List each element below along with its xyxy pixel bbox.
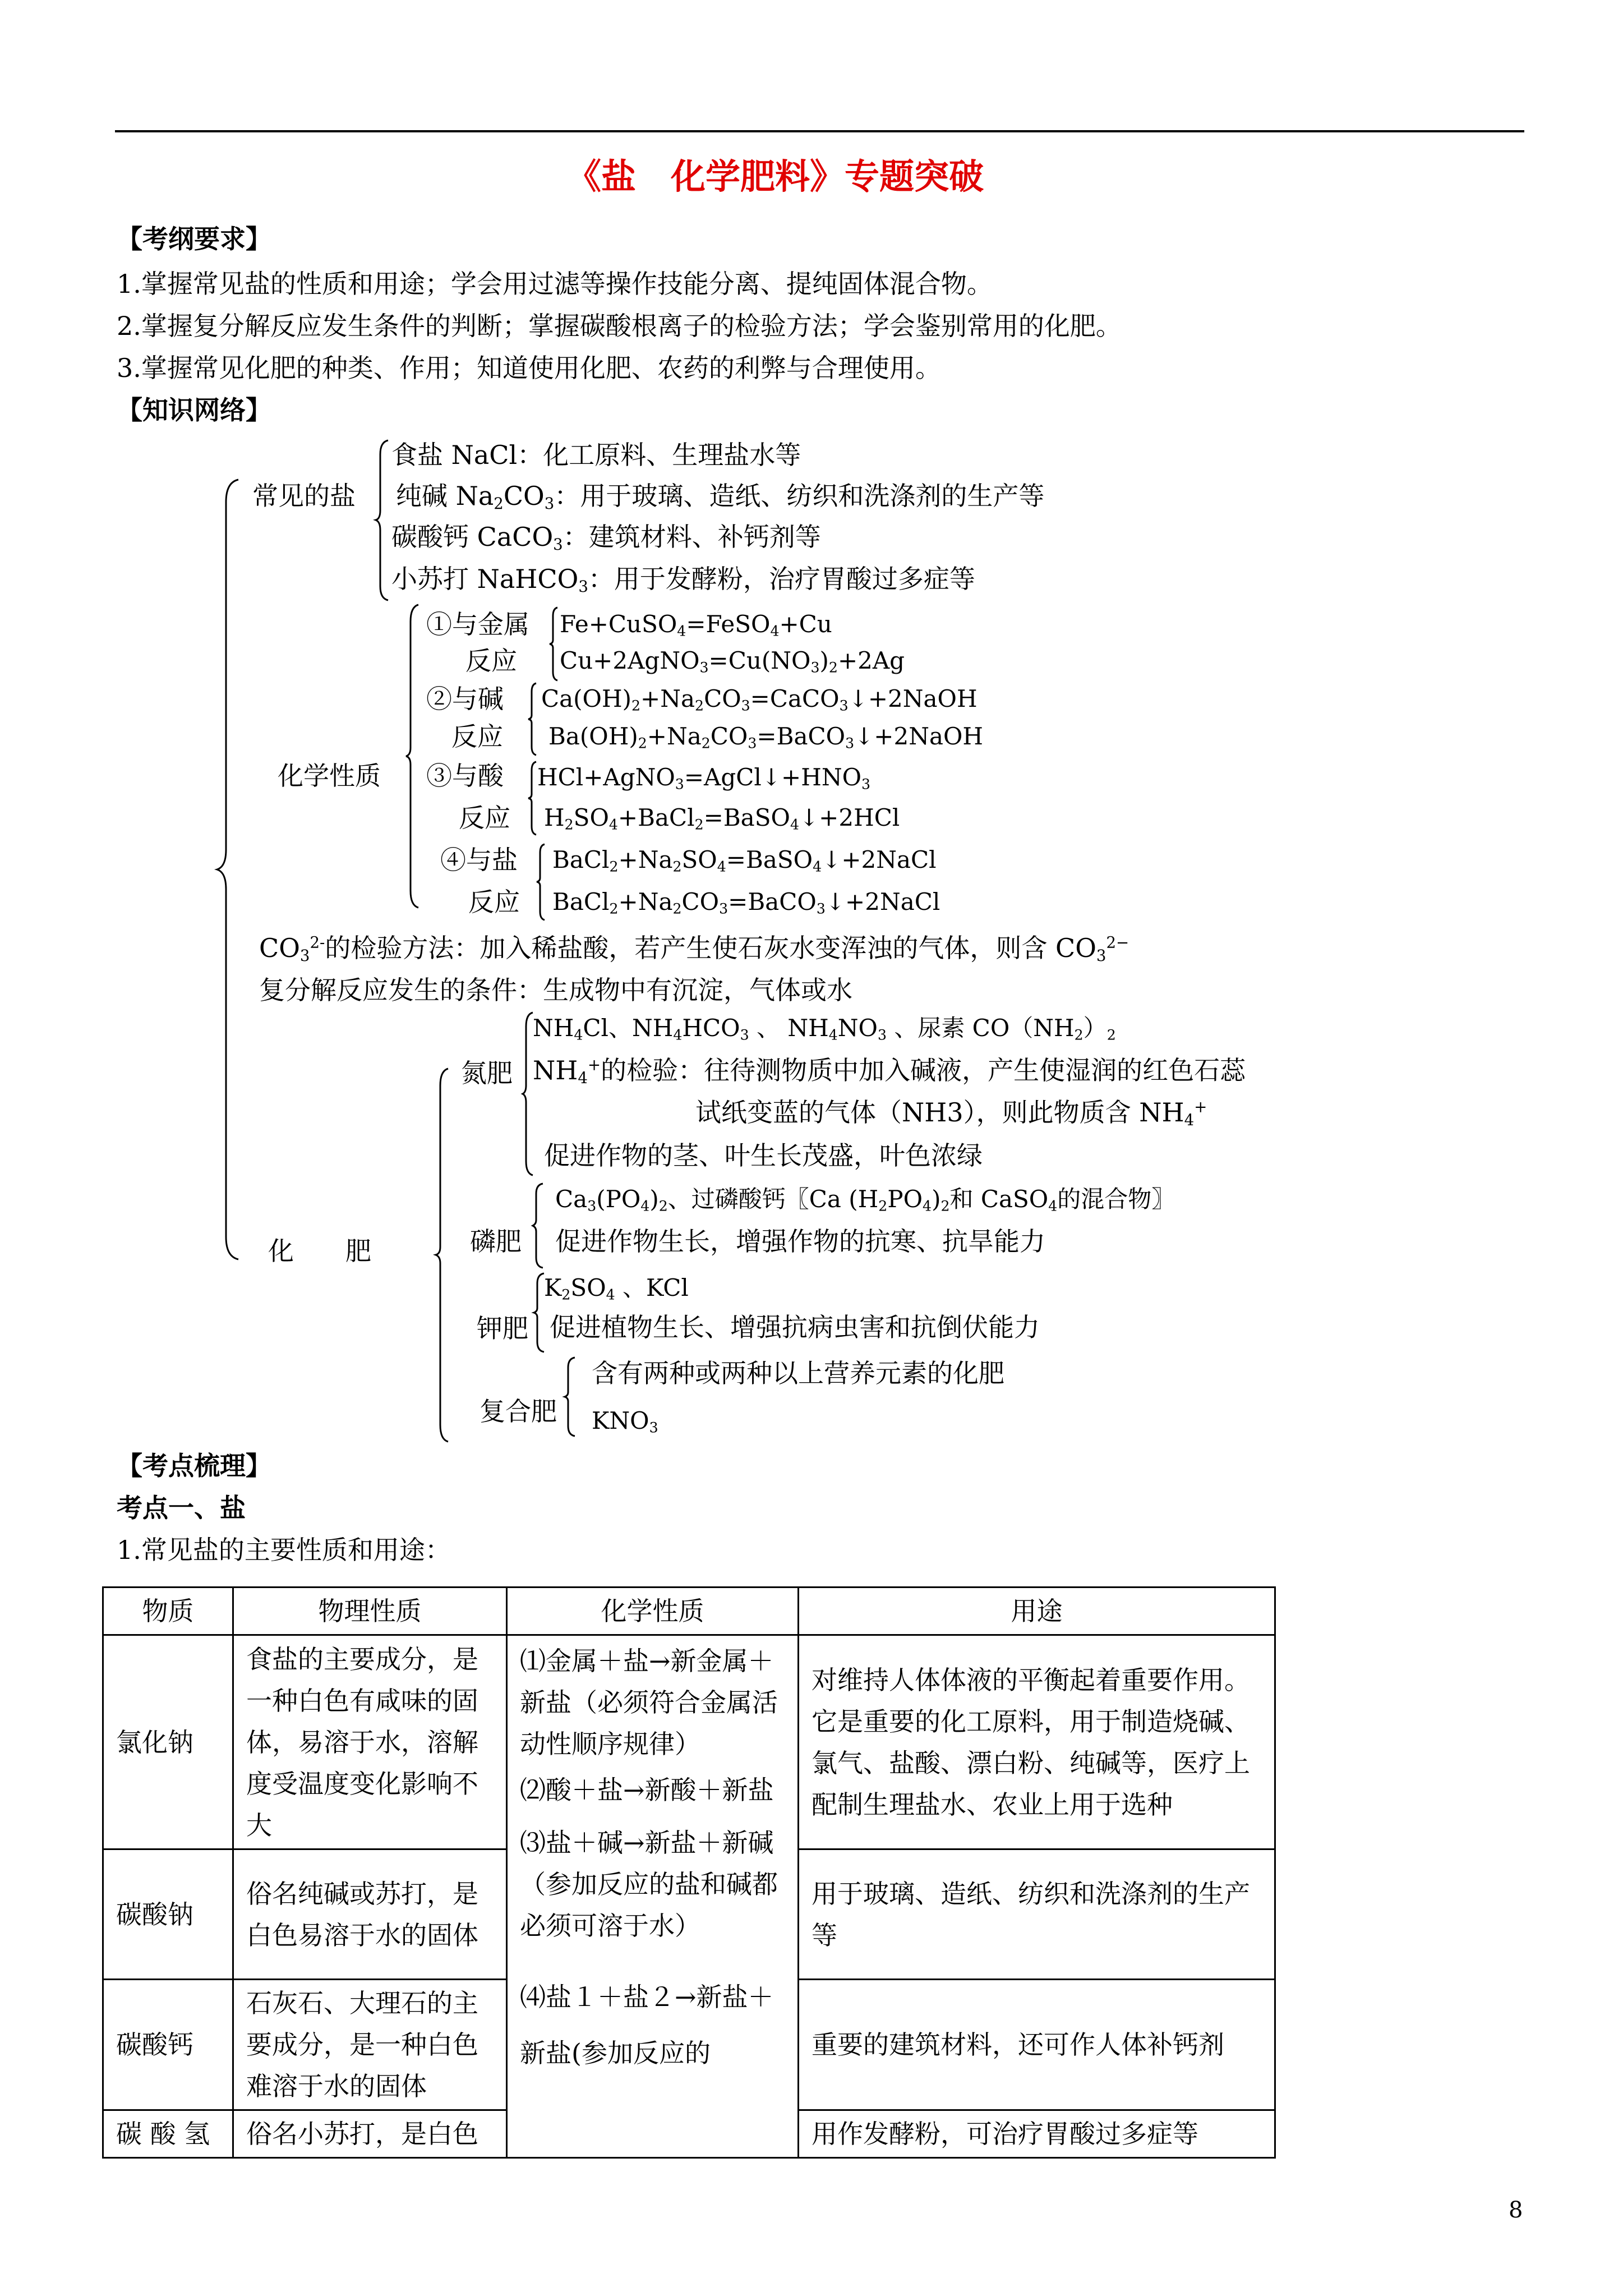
salt-caco3-use: ：建筑材料、补钙剂等 [562,522,821,552]
page-number: 8 [1509,2197,1523,2223]
cell-substance: 碳 酸 氢 [103,2110,233,2158]
cell-use: 对维持人体体液的平衡起着重要作用。它是重要的化工原料，用于制造烧碱、氯气、盐酸、漂白粉、纯碱等，医疗上配制生理盐水、农业上用于选种 [799,1635,1275,1849]
page-title: 《盐 化学肥料》专题突破 [566,156,984,197]
r3-eq1: $HCl+AgNO_3=AgCl↓+HNO_3$ [537,763,871,793]
table-header-row [103,1588,1275,1635]
salt-soda-name: 纯碱 Na [396,481,494,511]
salt-nacl-use: ：化工原料、生理盐水等 [517,440,801,470]
kaodian-heading: 【考点梳理】 [117,1451,271,1481]
r3-eq2: $H_2SO_4+BaCl_2=BaSO_4↓+2HCl$ [544,804,900,833]
salt-soda-use: ：用于玻璃、造纸、纺织和洗涤剂的生产等 [554,481,1045,511]
salt-caco3: 碳酸钙 CaCO$_3$：建筑材料、补钙剂等 [391,522,821,554]
r4-eq2: $BaCl_2+Na_2CO_3=BaCO_3↓+2NaCl$ [552,888,940,917]
k-label: 钾肥 [477,1313,528,1343]
kaogang-item: 3.掌握常见化肥的种类、作用；知道使用化肥、农药的利弊与合理使用。 [117,353,941,383]
r3-brace [527,762,538,835]
cell-substance: 碳酸钙 [103,1980,233,2110]
r2-label-b: 反应 [451,721,503,752]
n-test-a-text: 的检验：往待测物质中加入碱液，产生使湿润的红色石蕊 [601,1055,1246,1085]
r4-label-a: ④与盐 [440,845,518,875]
chem-label: 化学性质 [278,761,381,791]
header-rule [115,130,1524,132]
p-use: 促进作物生长，增强作物的抗寒、抗旱能力 [555,1226,1045,1257]
r1-brace [548,608,560,680]
outer-brace [216,480,244,1259]
chem-brace [405,605,422,908]
n-use: 促进作物的茎、叶生长茂盛，叶色浓绿 [544,1140,983,1171]
salt-nahco3-use: ：用于发酵粉，治疗胃酸过多症等 [588,564,975,594]
r2-eq2: $Ba(OH)_2+Na_2CO_3=BaCO_3↓+2NaOH$ [548,723,984,752]
r1-eq1: Fe+CuSO$_4$=FeSO$_4$+Cu [560,610,832,639]
r1-eq2: $Cu+2AgNO_3=Cu(NO_3)_2+2Ag$ [560,647,905,676]
co3-test-text: 的检验方法：加入稀盐酸，若产生使石灰水变浑浊的气体，则含 [325,933,1048,963]
r1-label-a: ①与金属 [426,609,529,639]
cell-use: 用作发酵粉，可治疗胃酸过多症等 [799,2110,1275,2158]
double-decomp: 复分解反应发生的条件：生成物中有沉淀，气体或水 [259,975,852,1005]
salt-soda: 纯碱 $Na_2CO_3$：用于玻璃、造纸、纺织和洗涤剂的生产等 [396,481,1045,513]
n-label: 氮肥 [461,1058,513,1088]
r4-eq1: $BaCl_2+Na_2SO_4=BaSO_4↓+2NaCl$ [552,846,937,875]
r1-label-b: 反应 [465,646,517,676]
r3-label-b: 反应 [459,803,510,833]
salt-nahco3: 小苏打 NaHCO$_3$：用于发酵粉，治疗胃酸过多症等 [391,564,975,596]
chem-item: ⑶盐＋碱→新盐＋新碱（参加反应的盐和碱都必须可溶于水） [520,1828,778,1941]
col-header-substance: 物质 [103,1588,233,1635]
k-list: $K_2SO_4$ 、KCl [544,1274,689,1303]
r3-label-a: ③与酸 [426,761,504,791]
n-test-b: 试纸变蓝的气体（NH3），则此物质含 $NH_4^+$ [695,1097,1207,1129]
cell-use: 用于玻璃、造纸、纺织和洗涤剂的生产等 [799,1849,1275,1980]
col-header-use: 用途 [799,1588,1275,1635]
kaodian-sub-heading: 考点一、盐 [117,1493,246,1523]
c-desc: 含有两种或两种以上营养元素的化肥 [592,1358,1004,1388]
chem-item: ⑴金属＋盐→新金属＋新盐（必须符合金属活动性顺序规律） [520,1646,778,1759]
c-brace [564,1358,577,1436]
n-test-b-text: 试纸变蓝的气体（NH3），则此物质含 [695,1097,1131,1128]
r4-brace [536,844,547,920]
p-label: 磷肥 [470,1226,522,1257]
r2-label-a: ②与碱 [426,684,504,714]
cell-physical: 石灰石、大理石的主要成分，是一种白色难溶于水的固体 [233,1980,507,2110]
cell-physical: 食盐的主要成分，是一种白色有咸味的固体，易溶于水，溶解度受温度变化影响不大 [233,1635,507,1849]
kaogang-item: 1.掌握常见盐的性质和用途；学会用过滤等操作技能分离、提纯固体混合物。 [117,269,993,299]
col-header-chemical: 化学性质 [507,1588,799,1635]
salt-nacl [391,439,801,471]
r4-label-b: 反应 [468,887,520,917]
p-list: $Ca_3(PO_4)_2$、过磷酸钙〖Ca $(H_2PO_4)_2$和 CaSO$_4$的混合物〗 [555,1185,1175,1214]
salt-caco3-name: 碳酸钙 CaCO [391,522,554,552]
kaogang-item: 2.掌握复分解反应发生条件的判断；掌握碳酸根离子的检验方法；学会鉴别常用的化肥。 [117,311,1122,341]
cell-substance: 碳酸钠 [103,1849,233,1980]
fert-brace [435,1069,451,1442]
r2-brace [527,683,538,755]
network-heading: 【知识网络】 [117,395,271,425]
cell-use: 重要的建筑材料，还可作人体补钙剂 [799,1980,1275,2110]
kaogang-heading: 【考纲要求】 [117,224,271,254]
chem-item: ⑷盐１＋盐２→新盐＋新盐(参加反应的 [520,1982,774,2068]
salt-properties-table [102,1586,1276,2159]
table-row [103,1635,1275,1849]
kaodian-intro: 1.常见盐的主要性质和用途： [117,1535,451,1565]
p-brace [532,1184,545,1268]
c-label: 复合肥 [479,1396,557,1427]
n-test-a: $NH_4^+$的检验：往待测物质中加入碱液，产生使湿润的红色石蕊 [533,1055,1246,1087]
r2-eq1: $Ca(OH)_2+Na_2CO_3=CaCO_3↓+2NaOH$ [541,685,978,714]
col-header-physical: 物理性质 [233,1588,507,1635]
n-list: $NH_4Cl$、$NH_4HCO_3$ 、 $NH_4NO_3$ 、尿素 $CO(NH_2)_2$ [533,1014,1116,1043]
salt-nahco3-name: 小苏打 NaHCO [391,564,579,594]
co3-test: $CO_3^{2-}$的检验方法：加入稀盐酸，若产生使石灰水变浑浊的气体，则含 $CO_3^{2-}$ [259,933,1129,965]
cell-physical: 俗名纯碱或苏打，是白色易溶于水的固体 [233,1849,507,1980]
k-use: 促进植物生长、增强抗病虫害和抗倒伏能力 [550,1312,1040,1342]
cell-physical: 俗名小苏打，是白色 [233,2110,507,2158]
chem-item: ⑵酸＋盐→新酸＋新盐 [520,1775,774,1805]
cell-substance: 氯化钠 [103,1635,233,1849]
fert-label: 化 肥 [268,1236,371,1266]
salt-nacl-name: 食盐 NaCl [391,440,518,470]
cell-chemical [507,1635,799,2158]
c-example: $KNO_3$ [592,1407,658,1436]
common-salt-label: 常见的盐 [252,481,356,511]
salt-brace [375,440,391,600]
